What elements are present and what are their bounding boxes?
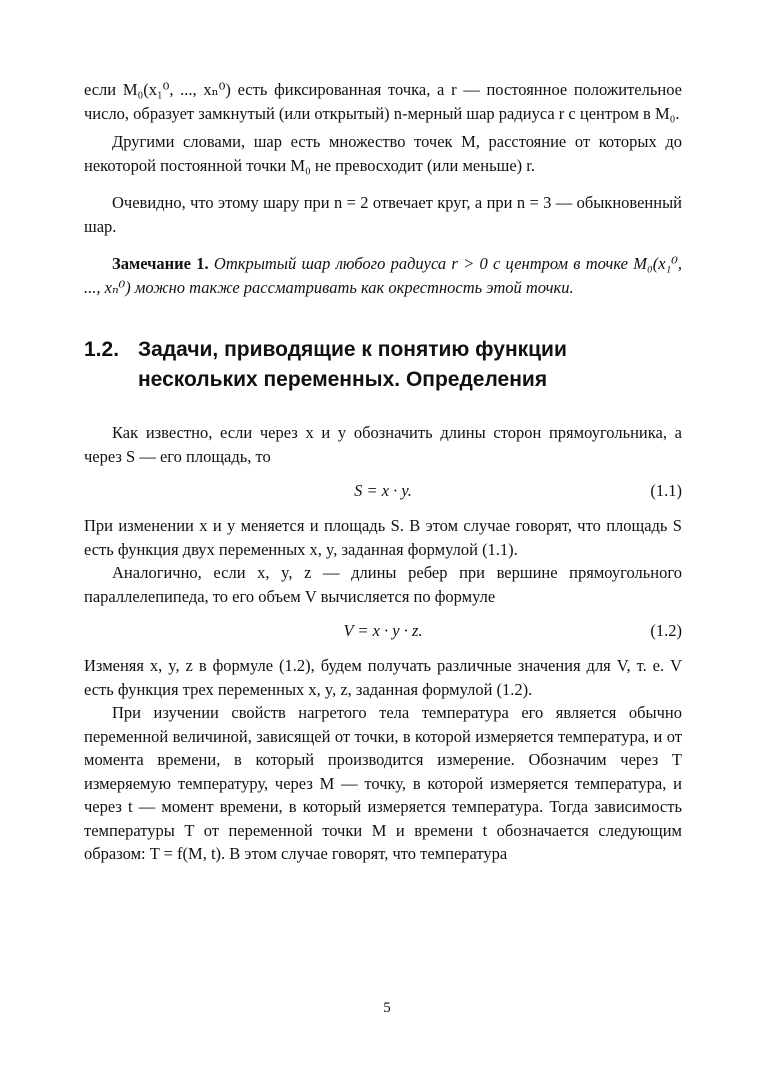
formula-number: (1.1) [650,481,682,500]
remark-1 [84,252,682,299]
paragraph-volume-function: Изменяя x, y, z в формуле (1.2), будем получать различные значения для V, т. е. V есть функция трех переменных x, y, z, заданная формулой (1.2). [84,656,682,699]
formula-1-1 [84,472,682,510]
paragraph-rectangle: Как известно, если через x и y обозначить длины сторон прямоугольника, а через S — его площадь, то [84,423,682,466]
section-number: 1.2. [84,338,120,361]
paragraph-area-function: При изменении x и y меняется и площадь S. В этом случае говорят, что площадь S есть функция двух переменных x, y, заданная формулой (1.1). [84,516,682,559]
paragraph-temperature: При изучении свойств нагретого тела температура его является обычно переменной величиной, зависящей от точки, в которой измеряется температура, и от момента времени, в который производится измерение. Обозначим через T измеряемую температуру, через M — точку, в которой измеряется температура, и через t — момент времени, в который измеряется температура. Тогда зависимость температуры T от переменной точки M и времени t обозначается следующим образом: T = f(M, t). В этом случае говорят, что температура [84,703,682,863]
paragraph-parallelepiped: Аналогично, если x, y, z — длины ребер при вершине прямоугольного параллелепипеда, то его объем V вычисляется по формуле [84,563,682,606]
section-title-line1: Задачи, приводящие к понятию функции [138,338,567,361]
page-content [84,78,682,866]
remark-text: Открытый шар любого радиуса r > 0 с центром в точке M₀(x₁⁰, ..., xₙ⁰) можно также рассматривать как окрестность этой точки. [84,254,682,297]
paragraph-other-words: Другими словами, шар есть множество точек M, расстояние от которых до некоторой постоянной точки M₀ не превосходит (или меньше) r. [84,132,682,175]
paragraph-obviously: Очевидно, что этому шару при n = 2 отвечает круг, а при n = 3 — обыкновенный шар. [84,193,682,236]
section-title-line2: нескольких переменных. Определения [138,368,548,391]
page-number: 5 [383,1000,391,1016]
section-heading [84,335,682,395]
remark-heading: Замечание 1. [112,254,209,273]
formula-1-2 [84,612,682,650]
paragraph-ball-definition: если M₀(x₁⁰, ..., xₙ⁰) есть фиксированная точка, а r — постоянное положительное число, образует замкнутый (или открытый) n-мерный шар радиуса r с центром в M₀. [84,80,682,123]
formula-expression: S = x · y. [354,481,412,500]
formula-number: (1.2) [650,621,682,640]
formula-expression: V = x · y · z. [343,621,423,640]
